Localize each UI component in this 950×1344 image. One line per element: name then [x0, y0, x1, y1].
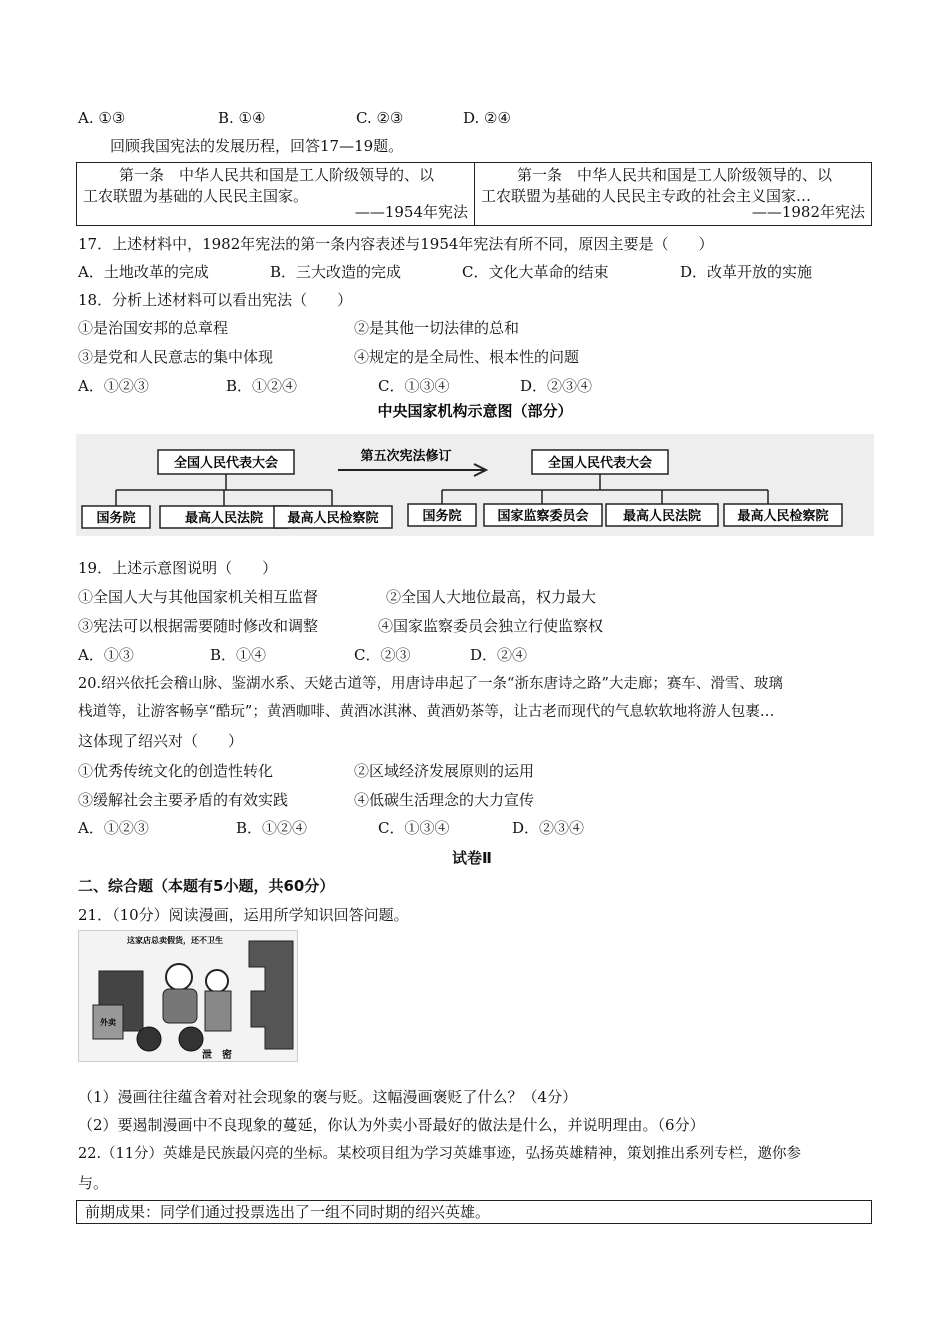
- right-supervision-commission-label: 国家监察委员会: [497, 509, 589, 524]
- q20-stem-line1: 20.绍兴依托会稽山脉、鉴湖水系、天姥古道等，用唐诗串起了一条“浙东唐诗之路”大走廊；赛车、滑雪、玻璃: [78, 676, 783, 692]
- q16-option-b: B. ①④: [218, 109, 266, 127]
- left-procuratorate-label: 最高人民检察院: [287, 511, 379, 526]
- q18-option-c: C．①③④: [378, 377, 450, 395]
- q21-stem: 21．（10分）阅读漫画，运用所学知识回答问题。: [78, 906, 409, 924]
- left-npc-label: 全国人民代表大会: [173, 456, 279, 471]
- q16-option-c: C. ②③: [356, 109, 404, 127]
- comic-courier-head: [166, 964, 192, 990]
- constitution-1982-source: ——1982年宪法: [751, 203, 865, 221]
- left-supreme-court-label: 最高人民法院: [184, 511, 264, 526]
- right-state-council-label: 国务院: [422, 509, 462, 524]
- constitution-1954-line2: 工农联盟为基础的人民民主国家。: [83, 187, 309, 205]
- comic-wheel-front: [137, 1027, 161, 1051]
- q20-item-4: ④低碳生活理念的大力宣传: [354, 791, 535, 809]
- q19-stem: 19．上述示意图说明（ ）: [78, 559, 278, 577]
- comic-speech-text: 这家店总卖假货，还不卫生: [127, 936, 223, 945]
- comic-illustration: [78, 930, 298, 1062]
- constitution-1982-cell: [475, 163, 871, 225]
- q19-item-4: ④国家监察委员会独立行使监察权: [378, 617, 604, 635]
- q20-item-1: ①优秀传统文化的创造性转化: [78, 762, 274, 780]
- q18-option-b: B．①②④: [226, 377, 298, 395]
- q22-stem-line2: 与。: [78, 1174, 109, 1192]
- q18-option-d: D．②③④: [520, 377, 593, 395]
- q22-box: [76, 1200, 872, 1224]
- diagram-title: 中央国家机构示意图（部分）: [377, 402, 573, 420]
- q18-item-3: ③是党和人民意志的集中体现: [78, 348, 274, 366]
- q17-option-c: C．文化大革命的结束: [462, 263, 609, 281]
- q17-stem: 17．上述材料中，1982年宪法的第一条内容表述与1954年宪法有所不同，原因主要是（ ）: [78, 235, 714, 253]
- q18-item-2: ②是其他一切法律的总和: [354, 319, 520, 337]
- constitution-1954-cell: [77, 163, 475, 225]
- section2-title: 二、综合题（本题有5小题，共60分）: [78, 877, 335, 895]
- q19-item-2: ②全国人大地位最高，权力最大: [386, 588, 597, 606]
- left-state-council-label: 国务院: [96, 511, 136, 526]
- comic-drawing: [79, 931, 298, 1062]
- q20-item-3: ③缓解社会主要矛盾的有效实践: [78, 791, 289, 809]
- q22-box-text: 前期成果：同学们通过投票选出了一组不同时期的绍兴英雄。: [85, 1203, 491, 1221]
- comic-listener-body: [205, 991, 231, 1031]
- q19-option-a: A．①③: [78, 646, 134, 664]
- q17-option-d: D．改革开放的实施: [680, 263, 813, 281]
- paper2-title: 试卷Ⅱ: [452, 849, 492, 867]
- q18-option-a: A．①②③: [78, 377, 149, 395]
- q21-sub2: （2）要遏制漫画中不良现象的蔓延，你认为外卖小哥最好的做法是什么，并说明理由。（6分）: [78, 1116, 705, 1134]
- q17-option-b: B．三大改造的完成: [270, 263, 402, 281]
- constitution-1982-line1: 第一条 中华人民共和国是工人阶级领导的、以: [517, 166, 833, 184]
- q18-item-1: ①是治国安邦的总章程: [78, 319, 229, 337]
- constitution-1982-line2: 工农联盟为基础的人民民主专政的社会主义国家…: [481, 187, 812, 205]
- q19-option-c: C．②③: [354, 646, 411, 664]
- q20-stem-line3: 这体现了绍兴对（ ）: [78, 732, 244, 750]
- right-npc-label: 全国人民代表大会: [547, 456, 653, 471]
- comic-wheel-back: [179, 1027, 203, 1051]
- q20-option-c: C．①③④: [378, 819, 450, 837]
- q19-item-1: ①全国人大与其他国家机关相互监督: [78, 588, 319, 606]
- q22-stem-line1: 22.（11分）英雄是民族最闪亮的坐标。某校项目组为学习英雄事迹，弘扬英雄精神，策划推出系列专栏，邀你参: [78, 1146, 802, 1162]
- state-organs-diagram-svg: [76, 398, 874, 538]
- right-supreme-court-label: 最高人民法院: [622, 509, 702, 524]
- constitution-1954-source: ——1954年宪法: [354, 203, 468, 221]
- q19-option-d: D．②④: [470, 646, 528, 664]
- q16-option-a: A. ①③: [78, 109, 126, 127]
- constitution-comparison-table: [76, 162, 872, 226]
- q20-option-d: D．②③④: [512, 819, 585, 837]
- right-procuratorate-label: 最高人民检察院: [737, 509, 829, 524]
- q19-item-3: ③宪法可以根据需要随时修改和调整: [78, 617, 319, 635]
- q20-item-2: ②区域经济发展原则的运用: [354, 762, 535, 780]
- q20-option-a: A．①②③: [78, 819, 149, 837]
- q20-option-b: B．①②④: [236, 819, 308, 837]
- comic-bag-label: 外卖: [100, 1018, 116, 1027]
- q17-option-a: A．土地改革的完成: [78, 263, 209, 281]
- constitution-1954-line1: 第一条 中华人民共和国是工人阶级领导的、以: [119, 166, 435, 184]
- comic-wall: [249, 941, 293, 1049]
- q18-item-4: ④规定的是全局性、根本性的问题: [354, 348, 580, 366]
- comic-caption: 泄 密: [202, 1050, 232, 1061]
- amendment-arrow-label: 第五次宪法修订: [360, 449, 452, 464]
- q21-sub1: （1）漫画往往蕴含着对社会现象的褒与贬。这幅漫画褒贬了什么？（4分）: [78, 1088, 578, 1106]
- state-organs-diagram: [76, 398, 874, 538]
- q19-option-b: B．①④: [210, 646, 267, 664]
- comic-listener-head: [206, 970, 228, 992]
- q20-stem-line2: 栈道等，让游客畅享“酷玩”；黄酒咖啡、黄酒冰淇淋、黄酒奶茶等，让古老而现代的气息软软地将游人包裹…: [78, 704, 775, 720]
- q17-19-intro: 回顾我国宪法的发展历程，回答17—19题。: [110, 137, 404, 155]
- q16-option-d: D. ②④: [463, 109, 511, 127]
- comic-courier-body: [163, 989, 197, 1023]
- q18-stem: 18．分析上述材料可以看出宪法（ ）: [78, 291, 353, 309]
